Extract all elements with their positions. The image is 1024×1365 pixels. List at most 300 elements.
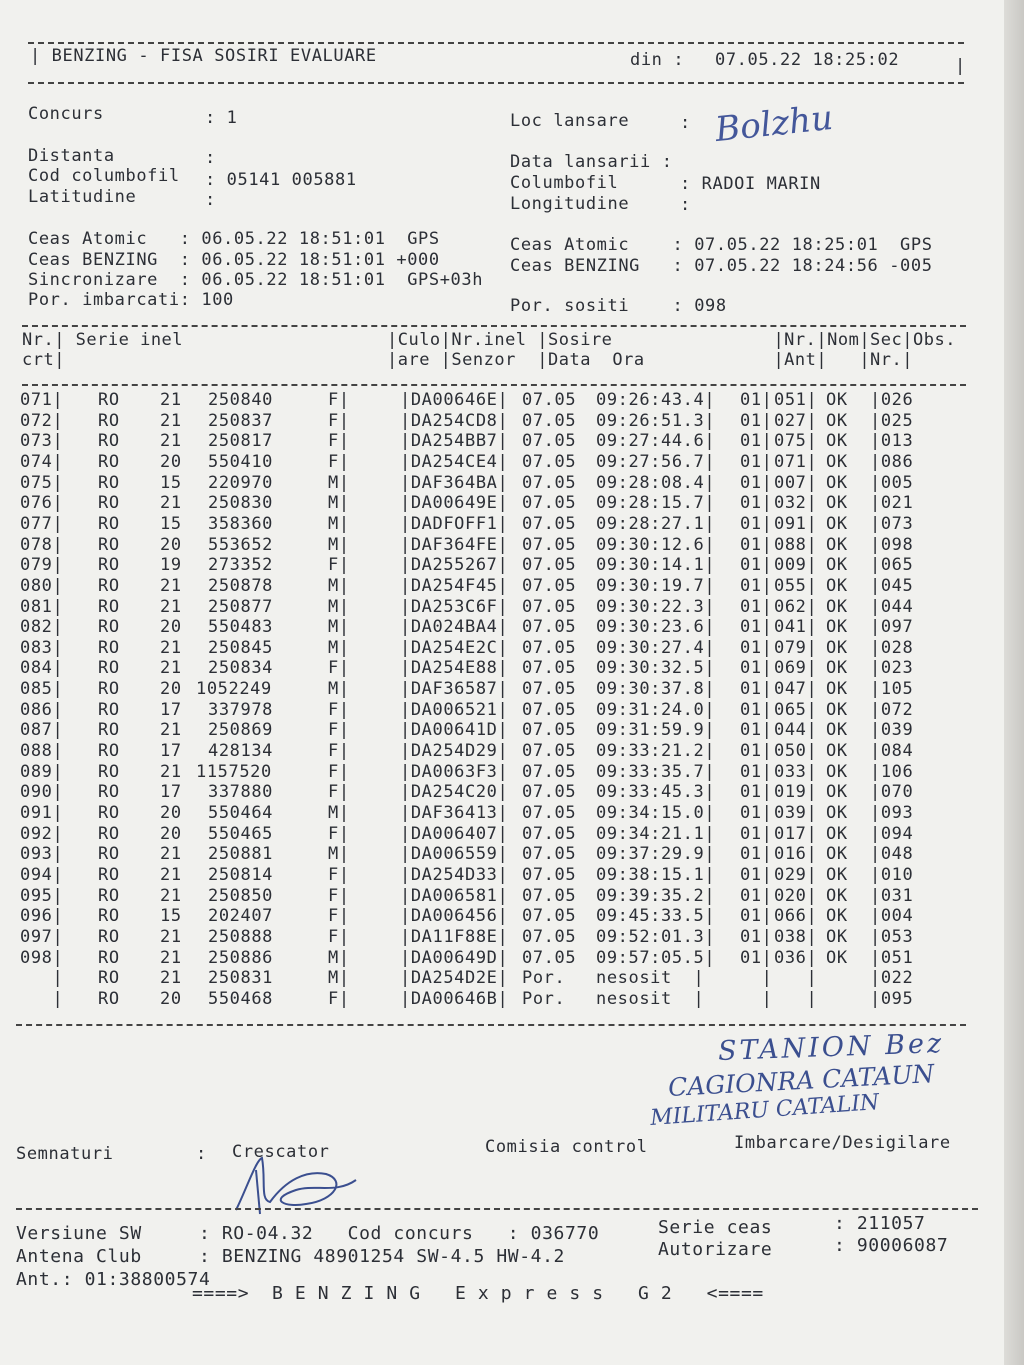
- row-time: 09:30:19.7|: [596, 575, 716, 596]
- row-sex: M|: [328, 968, 350, 989]
- table-row: [16, 473, 976, 494]
- serie-ceas-label: Serie ceas: [658, 1217, 773, 1238]
- table-row: [16, 948, 976, 969]
- row-ring: 1157520: [196, 761, 272, 782]
- row-sex: M|: [328, 803, 350, 823]
- row-sec: OK: [826, 720, 848, 741]
- row-sex: F|: [328, 906, 350, 927]
- row-sensor: |DA00641D|: [400, 720, 509, 741]
- row-sensor: |DA254D33|: [400, 864, 509, 885]
- row-obs: |031: [870, 885, 914, 906]
- row-nom: 016|: [774, 844, 818, 865]
- row-sensor: |DAF364BA|: [400, 472, 509, 493]
- table-row: [16, 865, 976, 886]
- row-date: 07.05: [522, 596, 577, 617]
- row-time: 09:30:14.1|: [596, 555, 716, 576]
- row-country: RO: [98, 658, 120, 679]
- row-time: nesosit |: [596, 988, 705, 1009]
- row-antenna: 01|: [740, 844, 773, 865]
- row-date: 07.05: [522, 679, 577, 700]
- date-value: 07.05.22 18:25:02: [715, 50, 900, 70]
- row-sensor: |DA254D2E|: [400, 968, 509, 989]
- row-year: 17: [160, 782, 182, 803]
- row-nr: 073|: [20, 431, 64, 452]
- row-country: RO: [98, 761, 120, 782]
- row-country: RO: [98, 637, 120, 658]
- row-sex: F|: [328, 782, 350, 803]
- row-sec: OK: [826, 390, 848, 410]
- row-nr: 077|: [20, 513, 64, 534]
- row-country: RO: [98, 741, 120, 762]
- row-obs: |086: [870, 451, 914, 472]
- row-ring: 250888: [208, 926, 274, 947]
- row-antenna: 01|: [740, 472, 773, 493]
- table-header-line1: Nr.| Serie inel |Culo|Nr.inel |Sosire |Nr.|Nom|Sec|Obs.: [22, 330, 956, 350]
- concurs-label: Concurs: [28, 104, 104, 124]
- row-obs: |044: [870, 596, 914, 617]
- row-nom: 047|: [774, 679, 818, 700]
- row-sensor: |DA00649E|: [400, 493, 509, 514]
- row-sec: OK: [826, 885, 848, 906]
- date-label: din :: [630, 50, 685, 70]
- table-row: [16, 968, 976, 989]
- row-year: 15: [160, 906, 182, 927]
- row-nom: 007|: [774, 472, 818, 493]
- row-antenna: 01|: [740, 761, 773, 782]
- row-sec: OK: [826, 493, 848, 514]
- table-row: [16, 782, 976, 803]
- row-obs: |021: [870, 493, 914, 514]
- row-time: 09:34:15.0|: [596, 803, 716, 823]
- row-nom: 075|: [774, 431, 818, 452]
- row-sensor: |DA00649D|: [400, 947, 509, 968]
- row-nr: |: [20, 968, 64, 989]
- row-nr: 091|: [20, 803, 64, 823]
- row-sensor: |DAF364FE|: [400, 534, 509, 555]
- row-antenna: 01|: [740, 803, 773, 823]
- row-time: 09:37:29.9|: [596, 844, 716, 865]
- row-ring: 250886: [208, 947, 274, 968]
- row-antenna: |: [740, 988, 773, 1009]
- row-obs: |106: [870, 761, 914, 782]
- row-antenna: 01|: [740, 926, 773, 947]
- row-antenna: 01|: [740, 555, 773, 576]
- row-obs: |023: [870, 658, 914, 679]
- row-antenna: |: [740, 968, 773, 989]
- row-antenna: 01|: [740, 947, 773, 968]
- row-country: RO: [98, 906, 120, 927]
- row-time: 09:45:33.5|: [596, 906, 716, 927]
- row-date: 07.05: [522, 390, 577, 410]
- row-sex: F|: [328, 864, 350, 885]
- row-nr: 087|: [20, 720, 64, 741]
- row-date: 07.05: [522, 864, 577, 885]
- row-ring: 250814: [208, 864, 274, 885]
- table-row: [16, 824, 976, 845]
- row-sensor: |DA11F88E|: [400, 926, 509, 947]
- row-obs: |048: [870, 844, 914, 865]
- row-sensor: |DA254D29|: [400, 741, 509, 762]
- row-sensor: |DA006456|: [400, 906, 509, 927]
- row-nom: |: [774, 968, 818, 989]
- row-ring: 202407: [208, 906, 274, 927]
- row-nr: 072|: [20, 410, 64, 431]
- table-row: [16, 989, 976, 1010]
- row-date: 07.05: [522, 493, 577, 514]
- row-obs: |095: [870, 988, 914, 1009]
- row-ring: 250834: [208, 658, 274, 679]
- table-row: [16, 493, 976, 514]
- row-nom: 032|: [774, 493, 818, 514]
- row-nr: 071|: [20, 390, 64, 410]
- row-ring: 250817: [208, 431, 274, 452]
- row-country: RO: [98, 555, 120, 576]
- row-antenna: 01|: [740, 513, 773, 534]
- row-sec: OK: [826, 534, 848, 555]
- row-nr: 095|: [20, 885, 64, 906]
- separator-top: [28, 42, 964, 44]
- row-time: 09:31:59.9|: [596, 720, 716, 741]
- row-nr: 074|: [20, 451, 64, 472]
- row-sec: OK: [826, 803, 848, 823]
- row-date: 07.05: [522, 534, 577, 555]
- row-time: 09:26:51.3|: [596, 410, 716, 431]
- table-row: [16, 535, 976, 556]
- row-sex: F|: [328, 555, 350, 576]
- row-time: 09:38:15.1|: [596, 864, 716, 885]
- row-sex: F|: [328, 410, 350, 431]
- imbarcare-label: Imbarcare/Desigilare: [734, 1133, 951, 1153]
- row-sex: F|: [328, 451, 350, 472]
- row-year: 20: [160, 534, 182, 555]
- latitudine-value: :: [205, 190, 216, 210]
- row-time: 09:30:22.3|: [596, 596, 716, 617]
- express-line: ====> B E N Z I N G E x p r e s s G 2 <====: [192, 1283, 764, 1304]
- row-antenna: 01|: [740, 410, 773, 431]
- row-date: 07.05: [522, 926, 577, 947]
- row-time: 09:30:27.4|: [596, 637, 716, 658]
- row-nom: 079|: [774, 637, 818, 658]
- row-country: RO: [98, 390, 120, 410]
- handwritten-name-1: STANION Bez: [717, 1028, 945, 1067]
- row-time: 09:39:35.2|: [596, 885, 716, 906]
- row-country: RO: [98, 410, 120, 431]
- row-ring: 428134: [208, 741, 274, 762]
- row-country: RO: [98, 513, 120, 534]
- row-sensor: |DA254F45|: [400, 575, 509, 596]
- row-country: RO: [98, 823, 120, 844]
- row-year: 20: [160, 823, 182, 844]
- row-nom: 033|: [774, 761, 818, 782]
- row-ring: 337978: [208, 699, 274, 720]
- cod-columbofil-value: : 05141 005881: [205, 170, 357, 190]
- table-row: [16, 431, 976, 452]
- row-obs: |025: [870, 410, 914, 431]
- row-antenna: 01|: [740, 534, 773, 555]
- row-ring: 250869: [208, 720, 274, 741]
- row-country: RO: [98, 844, 120, 865]
- row-antenna: 01|: [740, 679, 773, 700]
- row-sex: F|: [328, 988, 350, 1009]
- antena-line: Antena Club : BENZING 48901254 SW-4.5 HW-4.2: [16, 1246, 565, 1267]
- row-nr: |: [20, 988, 64, 1009]
- ceas-atomic-start: Ceas Atomic : 06.05.22 18:51:01 GPS: [28, 229, 440, 249]
- table-row: [16, 844, 976, 865]
- table-row: [16, 927, 976, 948]
- row-nom: 091|: [774, 513, 818, 534]
- row-time: 09:33:35.7|: [596, 761, 716, 782]
- row-nom: 051|: [774, 390, 818, 410]
- row-year: 20: [160, 679, 182, 700]
- row-ring: 250845: [208, 637, 274, 658]
- row-country: RO: [98, 617, 120, 638]
- row-sex: M|: [328, 472, 350, 493]
- row-ring: 550468: [208, 988, 274, 1009]
- row-nom: 088|: [774, 534, 818, 555]
- row-country: RO: [98, 699, 120, 720]
- row-ring: 250830: [208, 493, 274, 514]
- table-row: [16, 638, 976, 659]
- row-time: nesosit |: [596, 968, 705, 989]
- table-row: [16, 741, 976, 762]
- por-sositi: Por. sositi : 098: [510, 296, 727, 316]
- distanta-label: Distanta: [28, 146, 115, 166]
- row-sec: OK: [826, 782, 848, 803]
- row-date: 07.05: [522, 513, 577, 534]
- row-nom: 055|: [774, 575, 818, 596]
- row-sex: F|: [328, 761, 350, 782]
- row-sec: OK: [826, 947, 848, 968]
- row-ring: 550464: [208, 803, 274, 823]
- row-year: 20: [160, 803, 182, 823]
- row-obs: |010: [870, 864, 914, 885]
- row-antenna: 01|: [740, 617, 773, 638]
- row-year: 21: [160, 844, 182, 865]
- row-ring: 250850: [208, 885, 274, 906]
- row-sex: F|: [328, 699, 350, 720]
- row-year: 20: [160, 617, 182, 638]
- row-obs: |045: [870, 575, 914, 596]
- row-sec: OK: [826, 699, 848, 720]
- row-sex: F|: [328, 823, 350, 844]
- table-row: [16, 803, 976, 824]
- row-time: 09:52:01.3|: [596, 926, 716, 947]
- loc-lansare-signature: Bolzhu: [713, 97, 835, 151]
- row-sensor: |DAF36587|: [400, 679, 509, 700]
- por-imbarcati: Por. imbarcati: 100: [28, 290, 234, 310]
- row-nom: 038|: [774, 926, 818, 947]
- row-obs: |073: [870, 513, 914, 534]
- row-date: 07.05: [522, 947, 577, 968]
- row-date: 07.05: [522, 637, 577, 658]
- table-row: [16, 700, 976, 721]
- row-nr: 089|: [20, 761, 64, 782]
- row-nom: 050|: [774, 741, 818, 762]
- row-ring: 1052249: [196, 679, 272, 700]
- row-sec: OK: [826, 823, 848, 844]
- row-sec: OK: [826, 637, 848, 658]
- row-antenna: 01|: [740, 596, 773, 617]
- row-sec: OK: [826, 596, 848, 617]
- row-sec: OK: [826, 844, 848, 865]
- row-nom: 039|: [774, 803, 818, 823]
- row-nom: 019|: [774, 782, 818, 803]
- row-ring: 250877: [208, 596, 274, 617]
- row-nom: 041|: [774, 617, 818, 638]
- row-obs: |004: [870, 906, 914, 927]
- row-year: 21: [160, 410, 182, 431]
- row-sec: OK: [826, 451, 848, 472]
- cod-columbofil-label: Cod columbofil: [28, 166, 180, 186]
- row-time: 09:31:24.0|: [596, 699, 716, 720]
- row-year: 17: [160, 699, 182, 720]
- row-nom: 036|: [774, 947, 818, 968]
- row-nr: 079|: [20, 555, 64, 576]
- row-sex: M|: [328, 947, 350, 968]
- autorizare-label: Autorizare: [658, 1239, 773, 1260]
- ceas-benzing-start: Ceas BENZING : 06.05.22 18:51:01 +000: [28, 250, 440, 270]
- autorizare-value: : 90006087: [834, 1235, 949, 1256]
- table-row: [16, 514, 976, 535]
- row-ring: 553652: [208, 534, 274, 555]
- row-year: 21: [160, 596, 182, 617]
- row-nr: 098|: [20, 947, 64, 968]
- row-date: 07.05: [522, 906, 577, 927]
- row-ring: 550465: [208, 823, 274, 844]
- table-row: [16, 617, 976, 638]
- row-time: 09:30:37.8|: [596, 679, 716, 700]
- row-country: RO: [98, 926, 120, 947]
- row-sensor: |DA006559|: [400, 844, 509, 865]
- loc-lansare-label: Loc lansare: [510, 111, 630, 131]
- row-nr: 083|: [20, 637, 64, 658]
- row-sec: OK: [826, 410, 848, 431]
- row-sec: OK: [826, 906, 848, 927]
- loc-lansare-colon: :: [680, 113, 691, 133]
- separator-footer: [16, 1208, 978, 1210]
- row-country: RO: [98, 864, 120, 885]
- semnaturi-colon: :: [196, 1144, 207, 1164]
- row-country: RO: [98, 988, 120, 1009]
- latitudine-label: Latitudine: [28, 187, 137, 207]
- row-sensor: |DA00646B|: [400, 988, 509, 1009]
- row-nr: 086|: [20, 699, 64, 720]
- row-sex: F|: [328, 390, 350, 410]
- row-country: RO: [98, 720, 120, 741]
- row-year: 15: [160, 513, 182, 534]
- row-country: RO: [98, 947, 120, 968]
- row-sec: OK: [826, 513, 848, 534]
- table-row: [16, 390, 976, 411]
- longitudine-value: :: [680, 195, 691, 215]
- row-date: 07.05: [522, 617, 577, 638]
- row-year: 21: [160, 885, 182, 906]
- row-nom: 044|: [774, 720, 818, 741]
- row-nr: 097|: [20, 926, 64, 947]
- row-date: Por.: [522, 988, 566, 1009]
- row-year: 15: [160, 472, 182, 493]
- row-sensor: |DA006581|: [400, 885, 509, 906]
- row-sex: F|: [328, 741, 350, 762]
- row-antenna: 01|: [740, 575, 773, 596]
- row-sex: M|: [328, 534, 350, 555]
- row-sec: OK: [826, 761, 848, 782]
- row-antenna: 01|: [740, 720, 773, 741]
- row-sec: [826, 968, 848, 988]
- row-sex: F|: [328, 926, 350, 947]
- ceas-atomic-arrival: Ceas Atomic : 07.05.22 18:25:01 GPS: [510, 235, 933, 255]
- row-sensor: |DADFOFF1|: [400, 513, 509, 534]
- row-sex: M|: [328, 637, 350, 658]
- row-sex: M|: [328, 596, 350, 617]
- row-sensor: |DA254C20|: [400, 782, 509, 803]
- row-country: RO: [98, 968, 120, 989]
- table-row: [16, 762, 976, 783]
- row-nom: 017|: [774, 823, 818, 844]
- row-date: 07.05: [522, 472, 577, 493]
- row-sec: OK: [826, 555, 848, 576]
- row-nom: 069|: [774, 658, 818, 679]
- row-sex: F|: [328, 658, 350, 679]
- distanta-value: :: [205, 148, 216, 168]
- table-row: [16, 679, 976, 700]
- row-sec: OK: [826, 658, 848, 679]
- row-ring: 220970: [208, 472, 274, 493]
- row-ring: 358360: [208, 513, 274, 534]
- row-date: 07.05: [522, 410, 577, 431]
- row-date: 07.05: [522, 823, 577, 844]
- row-sensor: |DA0063F3|: [400, 761, 509, 782]
- row-nr: 084|: [20, 658, 64, 679]
- row-year: 21: [160, 968, 182, 989]
- row-date: 07.05: [522, 844, 577, 865]
- table-row: [16, 576, 976, 597]
- row-time: 09:27:56.7|: [596, 451, 716, 472]
- row-date: 07.05: [522, 555, 577, 576]
- report-title: | BENZING - FISA SOSIRI EVALUARE: [30, 46, 377, 66]
- row-country: RO: [98, 534, 120, 555]
- separator-header: [28, 82, 964, 84]
- row-nom: 066|: [774, 906, 818, 927]
- row-sec: OK: [826, 472, 848, 493]
- row-nr: 096|: [20, 906, 64, 927]
- row-ring: 337880: [208, 782, 274, 803]
- row-year: 21: [160, 761, 182, 782]
- row-sensor: |DA254CE4|: [400, 451, 509, 472]
- row-nom: 009|: [774, 555, 818, 576]
- row-time: 09:30:23.6|: [596, 617, 716, 638]
- columbofil-label: Columbofil: [510, 173, 619, 193]
- row-date: 07.05: [522, 885, 577, 906]
- header-end-bar: |: [955, 56, 966, 76]
- row-obs: |026: [870, 390, 914, 410]
- row-country: RO: [98, 885, 120, 906]
- separator-table-header: [22, 384, 966, 386]
- row-date: 07.05: [522, 803, 577, 823]
- row-antenna: 01|: [740, 782, 773, 803]
- row-sex: M|: [328, 679, 350, 700]
- handwritten-name-2: CAGIONRA CATAUN: [667, 1059, 935, 1102]
- row-year: 21: [160, 637, 182, 658]
- row-sex: F|: [328, 431, 350, 452]
- row-obs: |097: [870, 617, 914, 638]
- row-year: 21: [160, 431, 182, 452]
- versiune-line: Versiune SW : RO-04.32 Cod concurs : 036770: [16, 1223, 600, 1244]
- row-nom: 029|: [774, 864, 818, 885]
- row-country: RO: [98, 782, 120, 803]
- row-year: 20: [160, 988, 182, 1009]
- row-nom: 020|: [774, 885, 818, 906]
